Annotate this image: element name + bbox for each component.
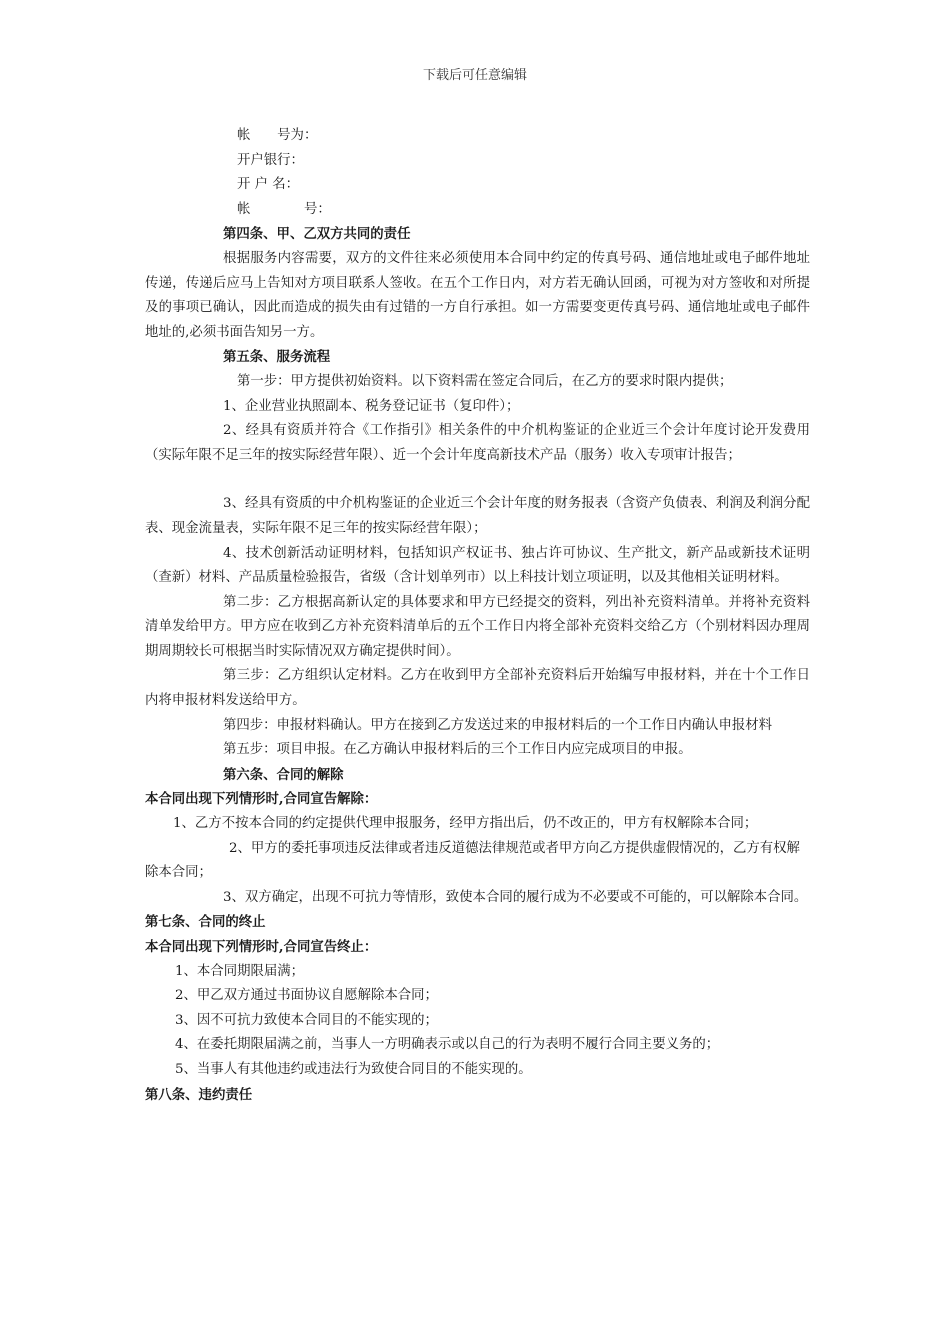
step1-item-3: 3、经具有资质的中介机构鉴证的企业近三个会计年度的财务报表（含资产负债表、利润及利润分配表、现金流量表，实际年限不足三年的按实际经营年限）； bbox=[145, 496, 810, 536]
section7-item-2: 2、甲乙双方通过书面协议自愿解除本合同； bbox=[175, 988, 438, 1004]
account-number-line-2: 帐 号： bbox=[237, 201, 331, 217]
bank-line: 开户银行： bbox=[237, 152, 304, 168]
step4: 第四步：申报材料确认。甲方在接到乙方发送过来的申报材料后的一个工作日内确认申报材料 bbox=[223, 717, 773, 733]
section6-item-2: 2、甲方的委托事项违反法律或者违反道德法律规范或者甲方向乙方提供虚假情况的，乙方有权解除本合同； bbox=[145, 840, 800, 881]
section7-item-3: 3、因不可抗力致使本合同目的不能实现的； bbox=[175, 1012, 438, 1028]
section8-title: 第八条、违约责任 bbox=[145, 1086, 253, 1103]
section7-lead: 本合同出现下列情形时,合同宣告终止： bbox=[145, 939, 378, 955]
step1-item-4: 4、技术创新活动证明材料，包括知识产权证书、独占许可协议、生产批文，新产品或新技术证明（查新）材料、产品质量检验报告，省级（含计划单列市）以上科技计划立项证明，以及其他相关证明材料。 bbox=[145, 545, 810, 586]
section6-title: 第六条、合同的解除 bbox=[223, 766, 344, 783]
step1-item-2: 2、经具有资质并符合《工作指引》相关条件的中介机构鉴证的企业近三个会计年度讨论开发费用（实际年限不足三年的按实际经营年限）、近一个会计年度高新技术产品（服务）收入专项审计报告； bbox=[145, 423, 810, 463]
contract-body bbox=[145, 124, 810, 1107]
section6-item-3: 3、双方确定，出现不可抗力等情形，致使本合同的履行成为不必要或不可能的，可以解除本合同。 bbox=[223, 889, 808, 905]
section7-item-1: 1、本合同期限届满； bbox=[175, 963, 305, 979]
page-header: 下载后可任意编辑 bbox=[422, 68, 527, 83]
section7-title: 第七条、合同的终止 bbox=[145, 914, 266, 931]
section6-item-1: 1、乙方不按本合同的约定提供代理申报服务，经甲方指出后，仍不改正的，甲方有权解除本合同； bbox=[173, 816, 758, 832]
step1-item-1: 1、企业营业执照副本、税务登记证书（复印件）； bbox=[223, 398, 520, 414]
section7-item-4: 4、在委托期限届满之前，当事人一方明确表示或以自己的行为表明不履行合同主要义务的； bbox=[175, 1037, 720, 1053]
section7-item-5: 5、当事人有其他违约或违法行为致使合同目的不能实现的。 bbox=[175, 1061, 532, 1077]
blank-line bbox=[145, 468, 810, 492]
section4-body: 根据服务内容需要，双方的文件往来必须使用本合同中约定的传真号码、通信地址或电子邮件地址传递，传递后应马上告知对方项目联系人签收。在五个工作日内，对方若无确认回函，可视为对方签收和对所提及的事项已确认，因此而造成的损失由有过错的一方自行承担。如一方需要变更传真号码、通信地址或电子邮件地址的,必须书面告知另一方。 bbox=[145, 250, 810, 340]
section6-lead: 本合同出现下列情形时,合同宣告解除： bbox=[145, 791, 378, 808]
section4-title: 第四条、甲、乙双方共同的责任 bbox=[223, 226, 411, 243]
account-number-line: 帐 号为： bbox=[237, 128, 318, 143]
account-name-line: 开 户 名： bbox=[237, 177, 300, 193]
step2: 第二步：乙方根据高新认定的具体要求和甲方已经提交的资料，列出补充资料清单。并将补充资料清单发给甲方。甲方应在收到乙方补充资料清单后的五个工作日内将全部补充资料交给乙方（个别材料因办理周期周期较长可根据当时实际情况双方确定提供时间）。 bbox=[145, 594, 810, 659]
step5: 第五步：项目申报。在乙方确认申报材料后的三个工作日内应完成项目的申报。 bbox=[223, 742, 692, 758]
step3: 第三步：乙方组织认定材料。乙方在收到甲方全部补充资料后开始编写申报材料，并在十个工作日内将申报材料发送给甲方。 bbox=[145, 668, 810, 709]
step1: 第一步：甲方提供初始资料。以下资料需在签定合同后，在乙方的要求时限内提供； bbox=[237, 373, 733, 389]
section5-title: 第五条、服务流程 bbox=[223, 349, 331, 366]
